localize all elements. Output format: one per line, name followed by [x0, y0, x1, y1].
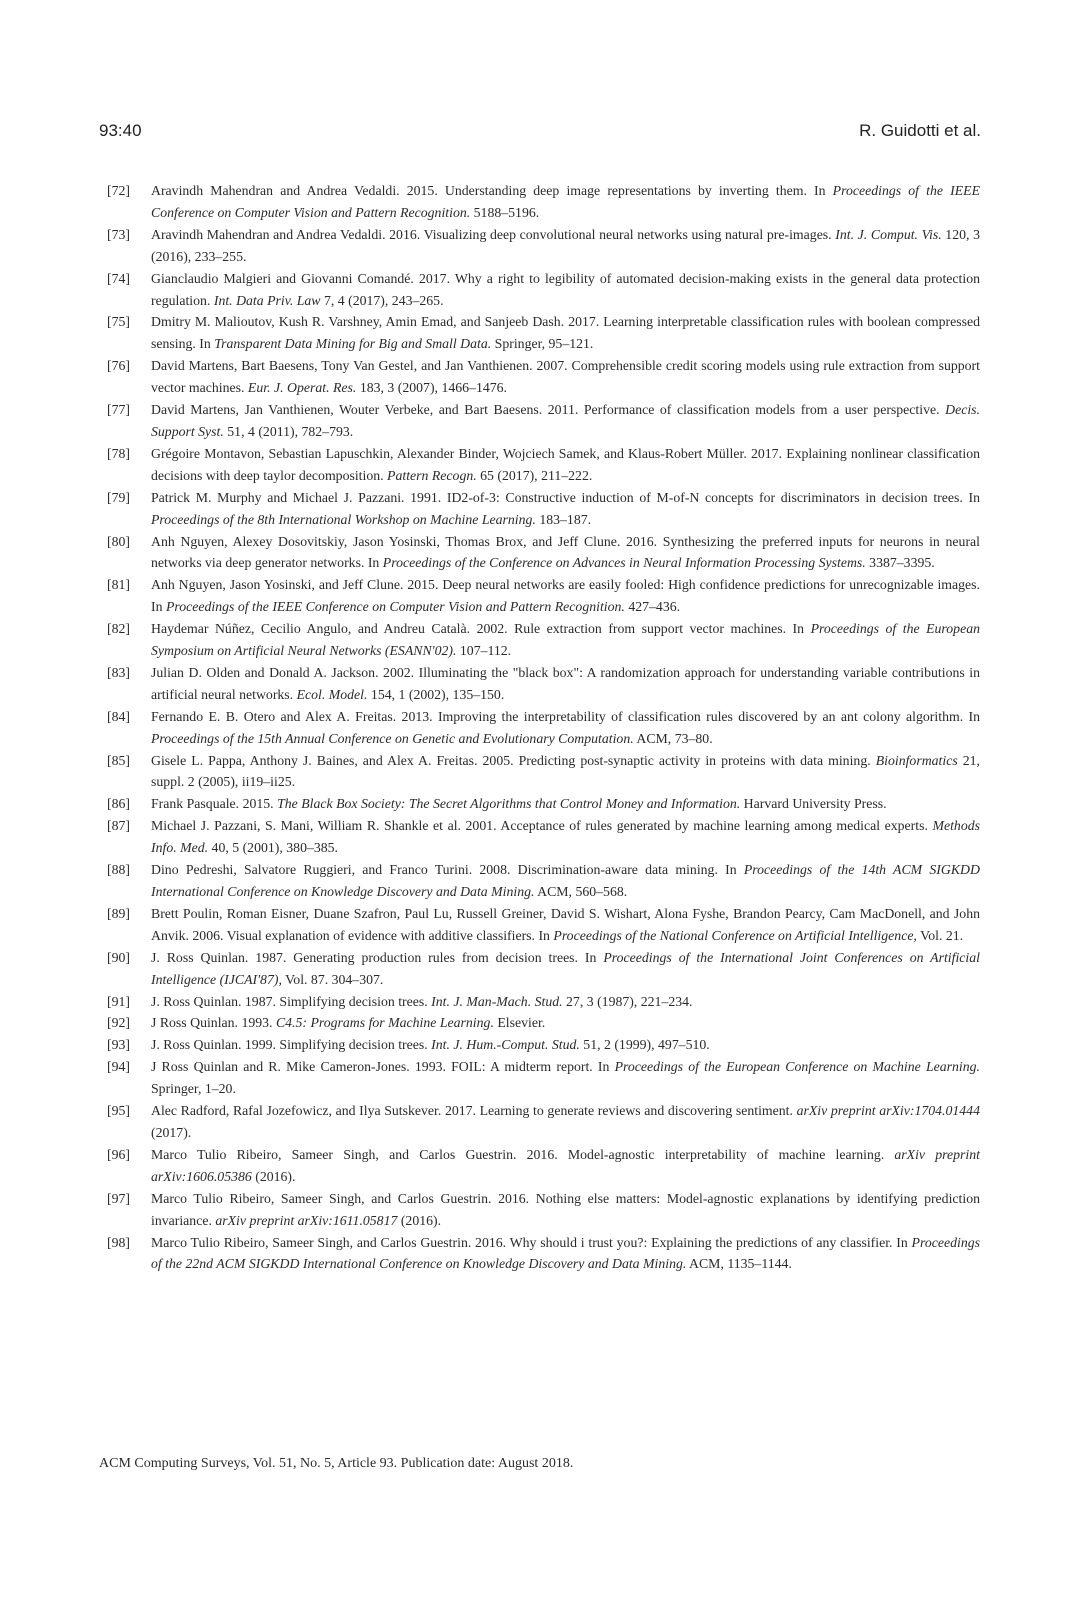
reference-entry — [107, 531, 980, 575]
reference-text: Anh Nguyen, Jason Yosinski, and Jeff Clune. 2015. Deep neural networks are easily fooled: High confidence predictions for unrecognizable images. In — [151, 577, 980, 615]
reference-text: J. Ross Quinlan. 1987. Simplifying decision trees. — [151, 993, 432, 1009]
reference-details: 21, suppl. 2 (2005), ii19–ii25. — [151, 752, 980, 790]
reference-number: [95] — [107, 1103, 130, 1119]
reference-text: Marco Tulio Ribeiro, Sameer Singh, and Carlos Guestrin. 2016. Nothing else matters: Model-agnostic explanations by identifying prediction invariance. — [151, 1190, 980, 1228]
reference-entry — [107, 706, 980, 750]
reference-details: 183, 3 (2007), 1466–1476. — [356, 380, 507, 396]
reference-number: [78] — [107, 445, 130, 461]
reference-text: Gianclaudio Malgieri and Giovanni Comandé. 2017. Why a right to legibility of automated decision-making exists in the general data protection regulation. — [151, 270, 980, 308]
reference-number: [86] — [107, 796, 130, 812]
reference-details: 120, 3 (2016), 233–255. — [151, 226, 980, 264]
reference-entry — [107, 1056, 980, 1100]
reference-venue: Proceedings of the European Conference on Machine Learning. — [614, 1059, 980, 1075]
reference-entry — [107, 268, 980, 312]
reference-text: Frank Pasquale. 2015. — [151, 796, 278, 812]
reference-number: [82] — [107, 621, 130, 637]
reference-venue: Ecol. Model. — [296, 686, 368, 702]
reference-number: [96] — [107, 1146, 130, 1162]
reference-details: (2016). — [251, 1168, 296, 1184]
reference-venue: Proceedings of the 22nd ACM SIGKDD International Conference on Knowledge Discovery and Data Mining. — [151, 1234, 980, 1272]
reference-details: Vol. 87. 304–307. — [281, 971, 384, 987]
reference-venue: The Black Box Society: The Secret Algorithms that Control Money and Information. — [277, 796, 741, 812]
reference-text: J Ross Quinlan. 1993. — [151, 1015, 276, 1031]
running-header — [99, 121, 981, 145]
reference-venue: Eur. J. Operat. Res. — [247, 380, 357, 396]
reference-venue: Bioinformatics — [875, 752, 958, 768]
reference-entry — [107, 311, 980, 355]
reference-venue: arXiv preprint arXiv:1611.05817 — [215, 1212, 398, 1228]
reference-venue: Int. J. Man-Mach. Stud. — [431, 993, 563, 1009]
reference-details: ACM, 73–80. — [633, 730, 713, 746]
reference-number: [73] — [107, 226, 130, 242]
reference-details: 5188–5196. — [470, 204, 540, 220]
reference-entry — [107, 750, 980, 794]
reference-details: Vol. 21. — [916, 927, 964, 943]
reference-details: 183–187. — [535, 511, 592, 527]
reference-text: Marco Tulio Ribeiro, Sameer Singh, and Carlos Guestrin. 2016. Model-agnostic interpretability of machine learning. — [151, 1146, 895, 1162]
reference-number: [93] — [107, 1037, 130, 1053]
reference-details: 7, 4 (2017), 243–265. — [320, 292, 444, 308]
reference-number: [75] — [107, 314, 130, 330]
reference-text: J. Ross Quinlan. 1999. Simplifying decision trees. — [151, 1037, 432, 1053]
reference-number: [72] — [107, 183, 130, 198]
reference-list — [107, 180, 980, 1275]
reference-number: [90] — [107, 949, 130, 965]
reference-details: ACM, 560–568. — [534, 884, 628, 899]
reference-venue: arXiv preprint arXiv:1704.01444 — [796, 1103, 980, 1119]
reference-venue: Pattern Recogn. — [387, 467, 477, 483]
reference-details: 40, 5 (2001), 380–385. — [208, 840, 339, 856]
reference-entry — [107, 180, 980, 224]
reference-venue: Transparent Data Mining for Big and Small Data. — [214, 336, 492, 352]
reference-details: 3387–3395. — [865, 555, 935, 571]
reference-entry — [107, 399, 980, 443]
reference-details: 65 (2017), 211–222. — [476, 467, 593, 483]
reference-venue: Proceedings of the National Conference on Artificial Intelligence, — [553, 927, 917, 943]
reference-number: [97] — [107, 1190, 130, 1206]
reference-venue: Proceedings of the IEEE Conference on Computer Vision and Pattern Recognition. — [151, 183, 981, 220]
reference-entry — [107, 1012, 980, 1034]
reference-number: [74] — [107, 270, 130, 286]
reference-number: [91] — [107, 993, 130, 1009]
reference-venue: Int. J. Hum.-Comput. Stud. — [431, 1037, 580, 1053]
reference-number: [98] — [107, 1234, 130, 1250]
reference-text: Patrick M. Murphy and Michael J. Pazzani. 1991. ID2-of-3: Constructive induction of M-of-N concepts for discriminators in decision trees. In — [151, 489, 980, 505]
reference-text: Fernando E. B. Otero and Alex A. Freitas. 2013. Improving the interpretability of classification rules discovered by an ant colony algorithm. In — [151, 708, 980, 724]
reference-text: Brett Poulin, Roman Eisner, Duane Szafron, Paul Lu, Russell Greiner, David S. Wishart, Alona Fyshe, Brandon Pearcy, Cam MacDonell, and John Anvik. 2006. Visual explanation of evidence with additive classifiers. In — [151, 905, 980, 943]
reference-text: Alec Radford, Rafal Jozefowicz, and Ilya Sutskever. 2017. Learning to generate reviews and discovering sentiment. — [151, 1103, 797, 1119]
reference-number: [76] — [107, 358, 130, 374]
reference-venue: Proceedings of the 15th Annual Conference on Genetic and Evolutionary Computation. — [151, 730, 634, 746]
reference-text: Gisele L. Pappa, Anthony J. Baines, and Alex A. Freitas. 2005. Predicting post-synaptic activity in proteins with data mining. — [151, 752, 876, 768]
reference-venue: Proceedings of the Conference on Advances in Neural Information Processing Systems. — [382, 555, 866, 571]
reference-number: [81] — [107, 577, 130, 593]
reference-details: 107–112. — [456, 643, 512, 659]
reference-text: Marco Tulio Ribeiro, Sameer Singh, and Carlos Guestrin. 2016. Why should i trust you?: Explaining the predictions of any classifier. In — [151, 1234, 912, 1250]
reference-entry — [107, 662, 980, 706]
reference-details: 51, 4 (2011), 782–793. — [223, 423, 354, 439]
reference-number: [92] — [107, 1015, 130, 1031]
reference-details: Elsevier. — [493, 1015, 546, 1031]
reference-details: Springer, 95–121. — [491, 336, 594, 352]
reference-number: [88] — [107, 862, 130, 878]
reference-number: [89] — [107, 905, 130, 921]
reference-text: Dmitry M. Malioutov, Kush R. Varshney, Amin Emad, and Sanjeeb Dash. 2017. Learning interpretable classification rules with boolean compressed sensing. In — [151, 314, 980, 352]
reference-entry — [107, 1144, 980, 1188]
reference-entry — [107, 618, 980, 662]
journal-footer: ACM Computing Surveys, Vol. 51, No. 5, Article 93. Publication date: August 2018. — [99, 1456, 574, 1471]
reference-details: 427–436. — [624, 599, 681, 615]
reference-text: Haydemar Núñez, Cecilio Angulo, and Andreu Català. 2002. Rule extraction from support vector machines. In — [151, 621, 811, 637]
reference-details: 51, 2 (1999), 497–510. — [579, 1037, 710, 1053]
reference-entry — [107, 947, 980, 991]
reference-text: Anh Nguyen, Alexey Dosovitskiy, Jason Yosinski, Thomas Brox, and Jeff Clune. 2016. Synthesizing the preferred inputs for neurons in neural networks via deep generator networks. In — [151, 533, 980, 571]
reference-entry — [107, 991, 980, 1013]
reference-details: ACM, 1135–1144. — [686, 1256, 792, 1272]
page-number: 93:40 — [99, 121, 142, 140]
reference-venue: Proceedings of the International Joint Conferences on Artificial Intelligence (IJCAI'87), — [151, 949, 980, 987]
reference-text: Dino Pedreshi, Salvatore Ruggieri, and Franco Turini. 2008. Discrimination-aware data mining. In — [151, 862, 744, 878]
reference-venue: Proceedings of the IEEE Conference on Computer Vision and Pattern Recognition. — [165, 599, 625, 615]
reference-venue: C4.5: Programs for Machine Learning. — [275, 1015, 494, 1031]
reference-venue: Int. Data Priv. Law — [213, 292, 321, 308]
reference-text: J. Ross Quinlan. 1987. Generating production rules from decision trees. In — [151, 949, 604, 965]
reference-venue: Proceedings of the 14th ACM SIGKDD International Conference on Knowledge Discovery and Data Mining. — [151, 862, 980, 899]
reference-text: David Martens, Jan Vanthienen, Wouter Verbeke, and Bart Baesens. 2011. Performance of classification models from a user perspective. — [151, 402, 946, 418]
reference-entry — [107, 859, 980, 903]
running-authors: R. Guidotti et al. — [859, 121, 981, 140]
reference-venue: Decis. Support Syst. — [151, 402, 980, 439]
reference-text: Aravindh Mahendran and Andrea Vedaldi. 2015. Understanding deep image representations by inverting them. In — [151, 183, 833, 198]
reference-entry — [107, 815, 980, 859]
reference-details: (2016). — [397, 1212, 442, 1228]
reference-text: Julian D. Olden and Donald A. Jackson. 2002. Illuminating the "black box": A randomization approach for understanding variable contributions in artificial neural networks. — [151, 664, 980, 702]
reference-number: [85] — [107, 752, 130, 768]
reference-text: Grégoire Montavon, Sebastian Lapuschkin, Alexander Binder, Wojciech Samek, and Klaus-Robert Müller. 2017. Explaining nonlinear classification decisions with deep taylor decomposition. — [151, 445, 980, 483]
reference-entry — [107, 1188, 980, 1232]
reference-number: [84] — [107, 708, 130, 724]
reference-entry — [107, 1034, 980, 1056]
reference-venue: Proceedings of the European Symposium on Artificial Neural Networks (ESANN'02). — [151, 621, 981, 659]
reference-entry — [107, 793, 980, 815]
reference-entry — [107, 443, 980, 487]
reference-details: 154, 1 (2002), 135–150. — [367, 686, 505, 702]
reference-entry — [107, 487, 980, 531]
reference-number: [83] — [107, 664, 130, 680]
reference-venue: Methods Info. Med. — [151, 818, 980, 856]
reference-details: (2017). — [151, 1124, 192, 1140]
reference-text: Michael J. Pazzani, S. Mani, William R. Shankle et al. 2001. Acceptance of rules generated by machine learning among medical experts. — [151, 818, 933, 834]
reference-number: [77] — [107, 402, 130, 418]
reference-text: Aravindh Mahendran and Andrea Vedaldi. 2016. Visualizing deep convolutional neural networks using natural pre-images. — [151, 226, 836, 242]
reference-text: David Martens, Bart Baesens, Tony Van Gestel, and Jan Vanthienen. 2007. Comprehensible credit scoring models using rule extraction from support vector machines. — [151, 358, 980, 396]
reference-entry — [107, 355, 980, 399]
reference-number: [94] — [107, 1059, 130, 1075]
reference-entry — [107, 1232, 980, 1276]
reference-entry — [107, 903, 980, 947]
reference-details: Springer, 1–20. — [151, 1081, 236, 1097]
reference-text: J Ross Quinlan and R. Mike Cameron-Jones. 1993. FOIL: A midterm report. In — [151, 1059, 615, 1075]
reference-venue: Int. J. Comput. Vis. — [835, 226, 942, 242]
reference-details: 27, 3 (1987), 221–234. — [562, 993, 693, 1009]
reference-entry — [107, 1100, 980, 1144]
reference-venue: Proceedings of the 8th International Workshop on Machine Learning. — [151, 511, 536, 527]
reference-entry — [107, 574, 980, 618]
reference-number: [79] — [107, 489, 130, 505]
reference-entry — [107, 224, 980, 268]
reference-number: [87] — [107, 818, 130, 834]
reference-number: [80] — [107, 533, 130, 549]
reference-details: Harvard University Press. — [740, 796, 887, 812]
reference-venue: arXiv preprint arXiv:1606.05386 — [151, 1146, 980, 1184]
